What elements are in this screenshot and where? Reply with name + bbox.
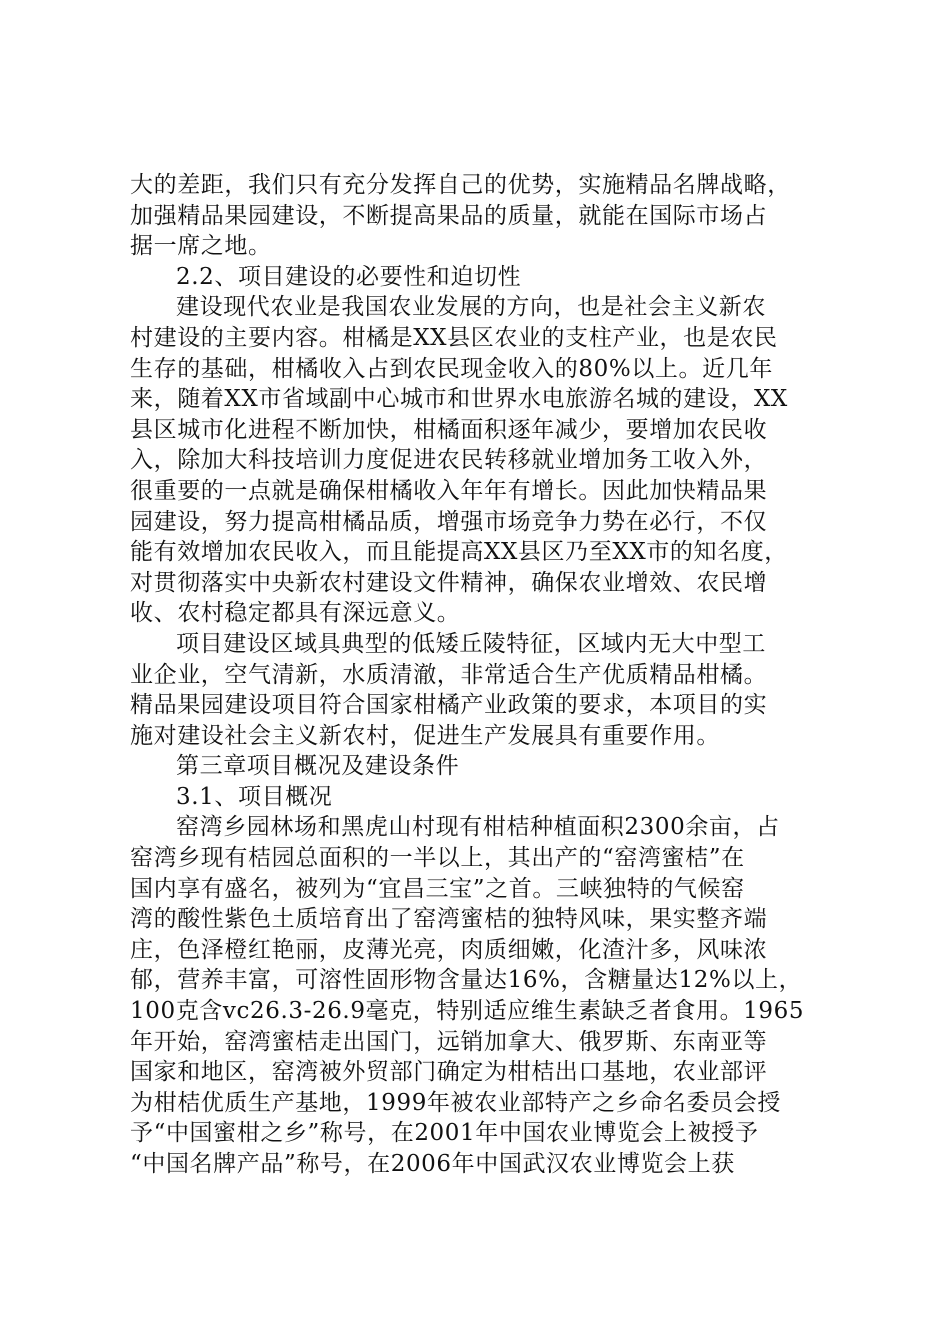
document-body	[130, 170, 830, 1180]
text-line: 很重要的一点就是确保柑橘收入年年有增长。因此加快精品果	[130, 477, 768, 504]
text-line: 业企业，空气清新，水质清澈，非常适合生产优质精品柑橘。	[130, 661, 768, 688]
text-line: 郁，营养丰富，可溶性固形物含量达16%，含糖量达12%以上，	[130, 967, 803, 994]
section-heading-2-2	[130, 262, 830, 293]
text-line: 来，随着XX市省域副中心城市和世界水电旅游名城的建设，XX	[130, 386, 788, 413]
text-line: 100克含vc26.3-26.9毫克，特别适应维生素缺乏者食用。1965	[130, 998, 805, 1025]
text-line: 为柑桔优质生产基地，1999年被农业部特产之乡命名委员会授	[130, 1089, 781, 1116]
text-line: 对贯彻落实中央新农村建设文件精神，确保农业增效、农民增	[130, 569, 768, 596]
text-line: 庄，色泽橙红艳丽，皮薄光亮，肉质细嫩，化渣汁多，风味浓	[130, 936, 768, 963]
paragraph-necessity	[130, 292, 830, 629]
text-line: 能有效增加农民收入，而且能提高XX县区乃至XX市的知名度，	[130, 539, 788, 566]
text-line: 精品果园建设项目符合国家柑橘产业政策的要求，本项目的实	[130, 692, 768, 719]
text-line: 入，除加大科技培训力度促进农民转移就业增加务工收入外，	[130, 447, 768, 474]
text-line: 窑湾乡园林场和黑虎山村现有柑桔种植面积2300余亩，占	[176, 814, 780, 841]
text-line: 生存的基础，柑橘收入占到农民现金收入的80%以上。近几年	[130, 355, 773, 382]
text-line: 据一席之地。	[130, 233, 272, 260]
heading-line: 2.2、项目建设的必要性和迫切性	[176, 263, 522, 290]
heading-line: 3.1、项目概况	[176, 783, 333, 810]
text-line: 施对建设社会主义新农村，促进生产发展具有重要作用。	[130, 722, 720, 749]
paragraph-continuation	[130, 170, 830, 262]
text-line: 建设现代农业是我国农业发展的方向，也是社会主义新农	[176, 294, 766, 321]
text-line: 湾的酸性紫色土质培育出了窑湾蜜桔的独特风味，果实整齐端	[130, 906, 768, 933]
text-line: “中国名牌产品”称号，在2006年中国武汉农业博览会上获	[130, 1151, 735, 1177]
text-line: 窑湾乡现有桔园总面积的一半以上，其出产的“窑湾蜜桔”在	[130, 845, 745, 872]
text-line: 项目建设区域具典型的低矮丘陵特征，区域内无大中型工	[176, 630, 766, 657]
text-line: 年开始，窑湾蜜桔走出国门，远销加拿大、俄罗斯、东南亚等	[130, 1028, 768, 1055]
text-line: 国家和地区，窑湾被外贸部门确定为柑桔出口基地，农业部评	[130, 1059, 768, 1086]
chapter-heading-3	[130, 751, 830, 782]
heading-line: 第三章项目概况及建设条件	[176, 753, 460, 780]
paragraph-overview	[130, 812, 830, 1179]
text-line: 国内享有盛名，被列为“宜昌三宝”之首。三峡独特的气候窑	[130, 875, 745, 902]
text-line: 园建设，努力提高柑橘品质，增强市场竞争力势在必行，不仅	[130, 508, 768, 535]
text-line: 县区城市化进程不断加快，柑橘面积逐年减少，要增加农民收	[130, 416, 768, 443]
text-line: 大的差距，我们只有充分发挥自己的优势，实施精品名牌战略，	[130, 172, 791, 198]
section-heading-3-1	[130, 782, 830, 813]
text-line: 收、农村稳定都具有深远意义。	[130, 600, 461, 627]
text-line: 加强精品果园建设，不断提高果品的质量，就能在国际市场占	[130, 202, 768, 229]
paragraph-region	[130, 629, 830, 751]
text-line: 村建设的主要内容。柑橘是XX县区农业的支柱产业，也是农民	[130, 324, 778, 351]
text-line: 予“中国蜜柑之乡”称号，在2001年中国农业博览会上被授予	[130, 1120, 759, 1147]
